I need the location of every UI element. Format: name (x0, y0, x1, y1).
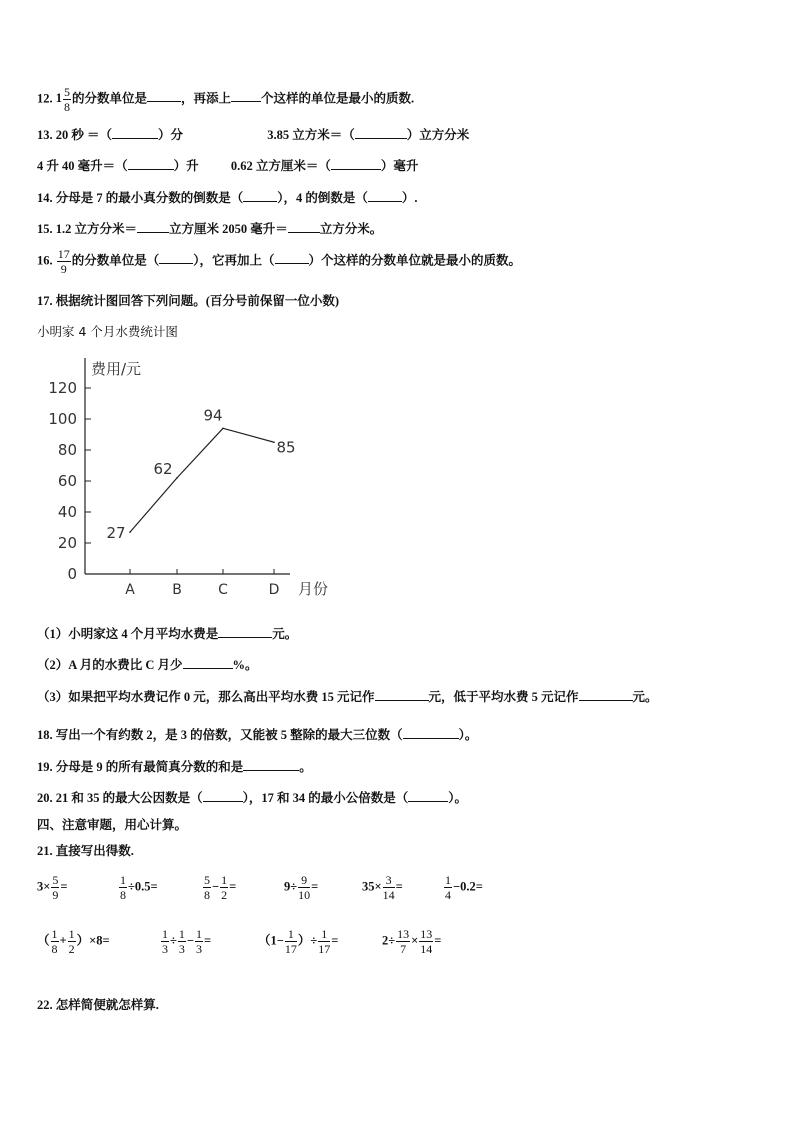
q21-expr-10: 2÷ $\frac{13}{7}$ × $\frac{13}{14}$ = (382, 927, 442, 956)
q22-number: 22. (37, 998, 53, 1012)
q21-expr-9: （1− $\frac{1}{17}$ ）÷ $\frac{1}{17}$ = (258, 927, 339, 956)
q17-part-1: （1）小明家这 4 个月平均水费是 元。 (37, 627, 298, 641)
q13-blank-4[interactable] (331, 158, 381, 170)
data-point (222, 428, 224, 430)
q21-number: 21. (37, 844, 53, 858)
y-tick-label: 100 (48, 410, 77, 428)
q16-number: 16. (37, 253, 53, 268)
q17-number: 17. (37, 294, 53, 308)
q21-expr-2: $\frac{1}{8}$ ÷0.5= (120, 873, 158, 902)
q14: 14. 分母是 7 的最小真分数的倒数是（ ），4 的倒数是（ ）. (37, 191, 418, 205)
q21-expr-3: $\frac{5}{8}$ − $\frac{1}{2}$ = (204, 873, 237, 902)
x-tick-label: B (172, 582, 182, 598)
series-segment (130, 478, 177, 532)
q13-blank-1[interactable] (112, 127, 158, 139)
data-label: 62 (153, 459, 173, 478)
data-point (273, 441, 275, 443)
q21-expr-6: $\frac{1}{4}$ −0.2= (445, 873, 483, 902)
q16: 16. $\frac{17}{9}$ 的分数单位是（ ），它再加上（ ）个这样的分数单位就是最小的质数。 (37, 247, 522, 276)
line-chart (0, 350, 794, 610)
q17-blank-3[interactable] (375, 689, 429, 701)
data-point (129, 531, 131, 533)
q21-expr-1: 3× $\frac{5}{9}$ = (37, 873, 68, 902)
q17-blank-2[interactable] (183, 657, 233, 669)
q20-blank-2[interactable] (408, 790, 448, 802)
q14-number: 14. (37, 191, 53, 205)
y-tick-label: 60 (57, 472, 77, 490)
y-tick-label: 80 (57, 441, 77, 459)
q21-expr-5: 35× $\frac{3}{14}$ = (362, 873, 403, 902)
q17-blank-1[interactable] (218, 626, 272, 638)
q15: 15. 1.2 立方分米＝ 立方厘米 2050 毫升＝ 立方分米。 (37, 222, 383, 236)
q15-number: 15. (37, 222, 53, 236)
q13-number: 13. (37, 128, 53, 142)
x-tick-label: C (218, 582, 228, 598)
q21-expr-7: （ $\frac{1}{8}$ + $\frac{1}{2}$ ）×8= (37, 927, 110, 956)
q19-number: 19. (37, 760, 53, 774)
data-point (176, 477, 178, 479)
q13-blank-2[interactable] (355, 127, 407, 139)
q22: 22. 怎样简便就怎样算. (37, 998, 159, 1012)
series-segment (223, 428, 274, 442)
q17: 17. 根据统计图回答下列问题。(百分号前保留一位小数) (37, 294, 340, 308)
q16-blank-1[interactable] (159, 252, 193, 264)
q12-number: 12. (37, 91, 53, 106)
x-tick-label: A (125, 582, 135, 598)
q12-mixed-number: 1 $\frac{5}{8}$ (55, 85, 70, 114)
y-tick-label: 0 (67, 565, 77, 583)
q12: 12. 1 $\frac{5}{8}$ 的分数单位是 ，再添上 个这样的单位是最小的质数. (37, 85, 415, 114)
q12-fraction: $\frac{5}{8}$ (64, 85, 70, 114)
data-label: 27 (106, 524, 126, 543)
y-tick-label: 40 (57, 503, 77, 521)
chart-title: 小明家 4 个月水费统计图 (37, 324, 178, 339)
q21: 21. 直接写出得数. (37, 844, 134, 858)
y-tick-label: 120 (48, 379, 77, 397)
q13-row-2: 4 升 40 毫升＝（ ）升 0.62 立方厘米＝（ ）毫升 (37, 159, 419, 173)
q17-part-2: （2）A 月的水费比 C 月少 %。 (37, 658, 258, 672)
q17-part-3: （3）如果把平均水费记作 0 元，那么高出平均水费 15 元记作 元，低于平均水费 5 元记作 元。 (37, 690, 658, 704)
q17-blank-4[interactable] (579, 689, 633, 701)
q20: 20. 21 和 35 的最大公因数是（ ），17 和 34 的最小公倍数是（ ）。 (37, 791, 468, 805)
data-label: 94 (203, 406, 223, 425)
q13-row-1: 13. 20 秒 ＝（ ）分 3.85 立方米＝（ ）立方分米 (37, 128, 470, 142)
q14-blank-1[interactable] (243, 190, 277, 202)
y-axis-label: 费用/元 (91, 360, 142, 378)
q18-number: 18. (37, 728, 53, 742)
q16-fraction: $\frac{17}{9}$ (57, 247, 70, 276)
q12-blank-1[interactable] (147, 90, 181, 102)
q15-blank-1[interactable] (137, 221, 169, 233)
x-tick-label: D (268, 582, 280, 598)
q14-blank-2[interactable] (368, 190, 402, 202)
data-label: 85 (276, 438, 296, 457)
q12-blank-2[interactable] (231, 90, 261, 102)
q15-blank-2[interactable] (288, 221, 320, 233)
section-4-heading: 四、注意审题，用心计算。 (37, 818, 188, 832)
y-tick-label: 20 (57, 534, 77, 552)
series-segment (177, 428, 223, 478)
q19-blank[interactable] (243, 759, 299, 771)
x-axis-label: 月份 (298, 580, 329, 598)
q18: 18. 写出一个有约数 2，是 3 的倍数，又能被 5 整除的最大三位数（ ）。 (37, 728, 478, 742)
q13-blank-3[interactable] (128, 158, 174, 170)
q16-blank-2[interactable] (275, 252, 309, 264)
q21-expr-4: 9÷ $\frac{9}{10}$ = (284, 873, 319, 902)
q19: 19. 分母是 9 的所有最简真分数的和是 。 (37, 760, 312, 774)
q20-number: 20. (37, 791, 53, 805)
q21-expr-8: $\frac{1}{3}$ ÷ $\frac{1}{3}$ − $\frac{1}{3}$ = (162, 927, 212, 956)
q20-blank-1[interactable] (203, 790, 243, 802)
q18-blank[interactable] (403, 727, 459, 739)
